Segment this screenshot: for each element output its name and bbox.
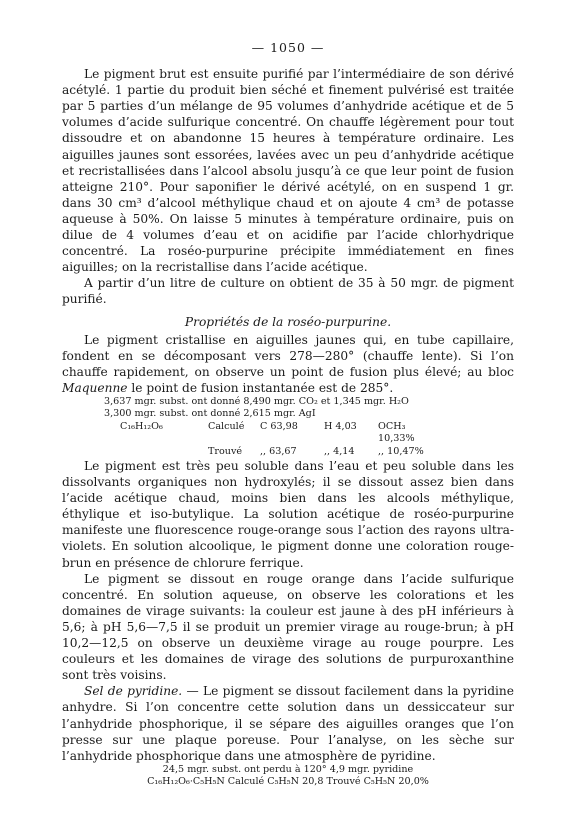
pyridine-salt-title: Sel de pyridine. [84, 684, 183, 699]
calc-c: C 63,98 [260, 420, 298, 432]
found-h: ,, 4,14 [324, 445, 355, 457]
analysis-line-2: 3,300 mgr. subst. ont donné 2,615 mgr. AgI [104, 408, 316, 420]
analysis-line-3: 24,5 mgr. subst. ont perdu à 120° 4,9 mgr. pyridine [162, 763, 414, 775]
formula-compound: C₁₆H₁₂O₆ [120, 420, 163, 432]
paragraph-yield: A partir d’un litre de culture on obtient de 35 à 50 mgr. de pigment purifié. [62, 276, 514, 307]
document-page [62, 40, 514, 789]
melting-text-b: le point de fusion instantanée est de 285°. [127, 380, 394, 395]
found-och: ,, 10,47% [378, 445, 424, 457]
section-heading: Propriétés de la roséo-purpurine. [184, 314, 392, 329]
melting-text-a: Le pigment cristallise en aiguilles jaunes qui, en tube capillaire, fondent en se décomposant vers 278—280° (chauffe lente). Si l’on chauffe rapidement, on observe un point de fusion plus élevé; au bloc [62, 332, 514, 379]
pyridine-salt-text: — Le pigment se dissout facilement dans la pyridine anhydre. Si l’on concentre cette solution dans un dessiccateur sur l’anhydride phosphorique, il se sépare des aiguilles oranges que l’on presse sur une plaque poreuse. Pour l’analyse, on les sèche sur l’anhydride phosphorique dans une atmosphère de pyridine. [62, 684, 514, 763]
found-label: Trouvé [208, 445, 243, 457]
analysis-line-4: C₁₆H₁₂O₆·C₅H₅N Calculé C₅H₅N 20,8 Trouvé C₅H₅N 20,0% [147, 776, 429, 788]
paragraph-melting-point [62, 332, 514, 396]
page-number: — 1050 — [251, 40, 325, 55]
calc-label: Calculé [208, 420, 245, 432]
paragraph-solubility: Le pigment est très peu soluble dans l’eau et peu soluble dans les dissolvants organiques non hydroxylés; il se dissout assez bien dans l’acide acétique chaud, moins bien dans les alcools méthylique, éthylique et iso-butylique. La solution acétique de roséo-purpurine manifeste une fluorescence rouge-orange sous l’action des rayons ultra-violets. En solution alcoolique, le pigment donne une coloration rouge-brun en présence de chlorure ferrique. [62, 459, 514, 570]
analysis-line-1: 3,637 mgr. subst. ont donné 8,490 mgr. CO₂ et 1,345 mgr. H₂O [104, 395, 409, 407]
formula-found-row [62, 446, 514, 458]
formula-calc-row [62, 421, 514, 446]
paragraph-colors: Le pigment se dissout en rouge orange dans l’acide sulfurique concentré. En solution aqueuse, on observe les colorations et les domaines de virage suivants: la couleur est jaune à des pH inférieurs à 5,6; à pH 5,6—7,5 il se produit un premier virage au rouge-brun; à pH 10,2—12,5 on observe un deuxième virage au rouge pourpre. Les couleurs et les domaines de virage des solutions de purpuroxanthine sont très voisins. [62, 571, 514, 683]
paragraph-purification: Le pigment brut est ensuite purifié par l’intermédiaire de son dérivé acétylé. 1 partie du produit bien séché et finement pulvérisé est traitée par 5 parties d’un mélange de 95 volumes d’anhydride acétique et de 5 volumes d’acide sulfurique concentré. On chauffe légèrement pour tout dissoudre et on abandonne 15 heures à température ordinaire. Les aiguilles jaunes sont essorées, lavées avec un peu d’anhydride acétique et recristallisées dans l’alcool absolu jusqu’à ce que leur point de fusion atteigne 210°. Pour saponifier le dérivé acétylé, on en suspend 1 gr. dans 30 cm³ d’alcool méthylique chaud et on ajoute 4 cm³ de potasse aqueuse à 50%. On laisse 5 minutes à température ordinaire, puis on dilue de 4 volumes d’eau et on acidifie par l’acide chlorhydrique concentré. La roséo-purpurine précipite immédiatement en fines aiguilles; on la recristallise dans l’acide acétique. [62, 67, 514, 275]
found-c: ,, 63,67 [260, 445, 297, 457]
paragraph-pyridine-salt [62, 683, 514, 763]
calc-och: OCH₃ 10,33% [378, 420, 415, 445]
maquenne-name: Maquenne [62, 380, 128, 395]
formula-spacer [62, 446, 208, 458]
calc-h: H 4,03 [324, 420, 357, 432]
